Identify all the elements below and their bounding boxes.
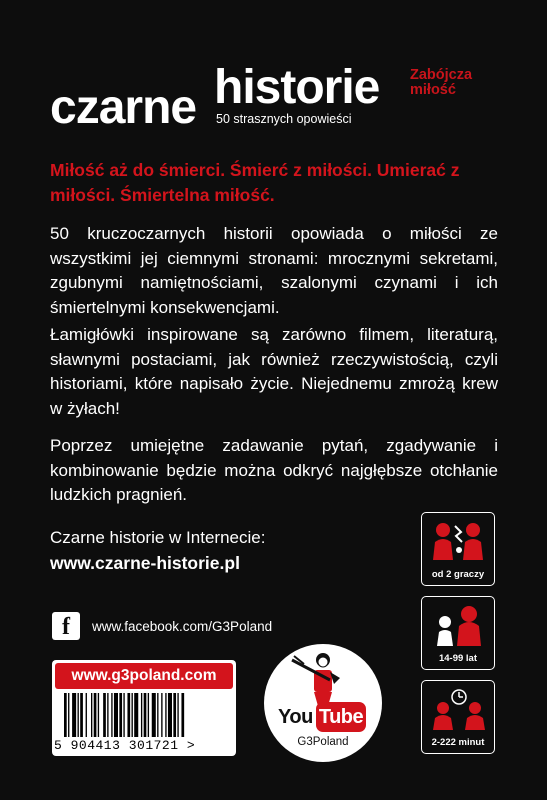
facebook-icon-glyph: f <box>62 614 70 640</box>
web-heading: Czarne historie w Internecie: <box>50 528 266 547</box>
description-paragraph-3: Poprzez umiejętne zadawanie pytań, zgadywanie i kombinowanie będzie można odkryć najgłębsze otchłanie ludzkich pragnień. <box>50 436 498 504</box>
barcode-panel <box>52 660 236 756</box>
brand-word-historie: historie <box>214 61 380 114</box>
time-info-box <box>421 680 495 754</box>
age-info-box <box>421 596 495 670</box>
players-info-box <box>421 512 495 586</box>
youtube-badge[interactable] <box>264 644 382 762</box>
brand-word-czarne: czarne <box>50 81 197 134</box>
website-link[interactable]: www.czarne-historie.pl <box>50 553 240 573</box>
youtube-channel-name: G3Poland <box>297 736 349 748</box>
description-paragraph-2: Łamigłówki inspirowane są zarówno filmem, literaturą, sławnymi postaciami, jak również rzeczywistością, czyli historiami, które napisało życie. Niejednemu zmrożą krew w żyłach! <box>50 325 498 418</box>
facebook-icon[interactable] <box>52 612 80 640</box>
players-icon <box>429 520 489 564</box>
gunman-illustration <box>290 650 356 706</box>
time-label: 2-222 minut <box>431 737 485 748</box>
barcode-bars <box>64 693 228 737</box>
barcode-digits: 5 904413 301721 > <box>54 738 196 753</box>
players-label: od 2 graczy <box>431 569 485 580</box>
edition-title-line1: Zabójcza <box>410 67 473 83</box>
time-icon <box>429 688 489 732</box>
edition-title-line2: miłość <box>410 82 456 98</box>
youtube-you-text: You <box>278 706 313 728</box>
intro-tagline: Miłość aż do śmierci. Śmierć z miłości. Umierać z miłości. Śmiertelna miłość. <box>50 160 460 205</box>
youtube-tube-text: Tube <box>316 702 366 732</box>
brand-subtitle: 50 strasznych opowieści <box>216 112 352 126</box>
age-icon <box>429 604 489 648</box>
age-label: 14-99 lat <box>438 653 478 664</box>
facebook-link[interactable]: www.facebook.com/G3Poland <box>92 619 273 634</box>
publisher-site-link[interactable]: www.g3poland.com <box>55 663 233 689</box>
edition-title <box>410 68 490 98</box>
description-paragraph-1: 50 kruczoczarnych historii opowiada o miłości ze wszystkimi jej ciemnymi stronami: mrocznymi sekretami, zgubnymi namiętnościami, szalonymi czynami i ich śmiertelnymi konsekwencjami. <box>50 224 498 317</box>
